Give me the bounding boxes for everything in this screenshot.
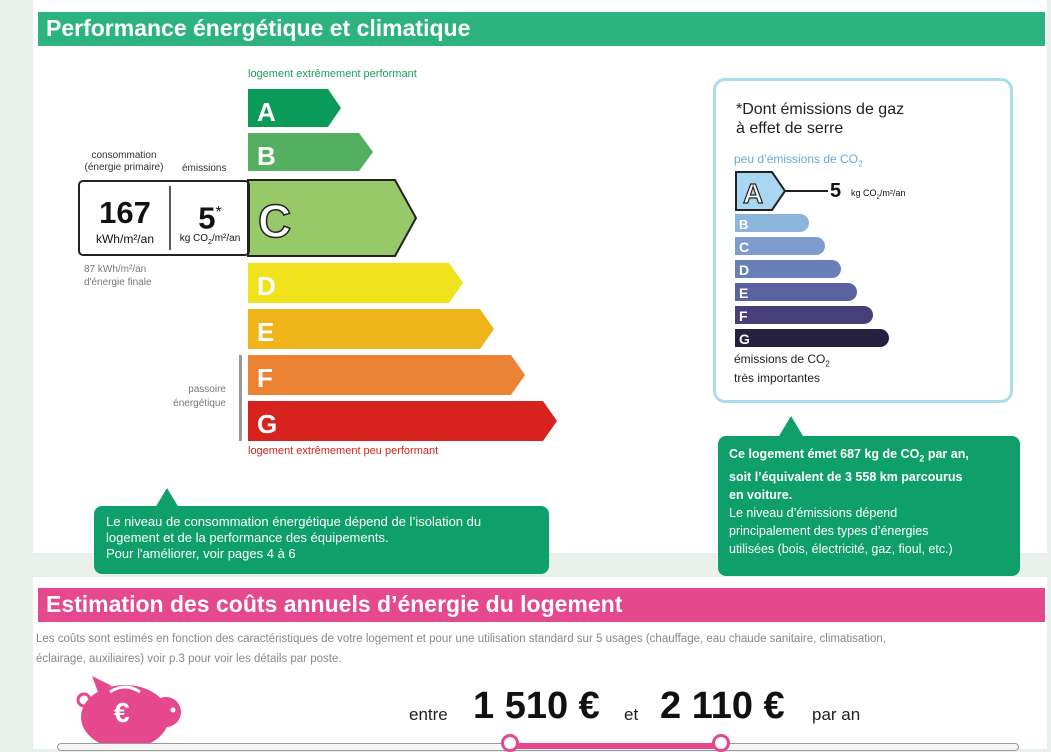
co2-callout-line3: en voiture. <box>729 487 793 502</box>
co2-class-a <box>736 172 828 210</box>
emissions-value <box>172 196 248 235</box>
co2-high-label-sub: 2 <box>825 359 830 369</box>
emissions-unit-a: kg CO <box>179 233 209 244</box>
scale-top-label: logement extrêmement performant <box>248 68 417 80</box>
co2-unit <box>851 188 905 201</box>
consumption-unit: kWh/m²/an <box>95 232 154 246</box>
co2-callout-line4: Le niveau d’émissions dépend <box>729 505 898 520</box>
co2-class-a-letter: A <box>743 178 764 209</box>
co2-class-e <box>735 283 857 301</box>
passoire-line1: passoire <box>188 384 226 395</box>
energy-class-e <box>248 309 494 349</box>
energy-class-g <box>248 401 557 441</box>
co2-info-callout <box>718 436 1020 576</box>
energy-class-d-letter: D <box>257 271 276 301</box>
energy-class-a-letter: A <box>257 97 276 127</box>
passoire-label <box>150 383 226 411</box>
scale-bottom-label: logement extrêmement peu performant <box>248 445 439 457</box>
co2-callout-line1a: Ce logement émet 687 kg de CO <box>729 447 920 461</box>
energy-scale <box>0 0 600 460</box>
co2-callout-line2: soit l’équivalent de 3 558 km parcourus <box>729 469 963 484</box>
co2-class-e-letter: E <box>739 285 749 301</box>
co2-class-d <box>735 260 841 278</box>
co2-class-g <box>735 329 889 347</box>
emissions-unit <box>172 233 248 246</box>
co2-low-label <box>734 152 863 168</box>
energy-callout-line2: logement et de la performance des équipements. <box>106 530 389 545</box>
energy-class-c-letter: C <box>258 195 292 247</box>
cost-range-fill <box>511 743 721 749</box>
emissions-star: * <box>215 204 222 221</box>
energy-class-d <box>248 263 463 303</box>
co2-callout-line1b: par an, <box>924 447 969 461</box>
costs-between: entre <box>409 705 448 724</box>
costs-max: 2 110 € <box>660 685 785 727</box>
emissions-unit-b: /m²/an <box>211 233 241 244</box>
energy-class-b <box>248 133 373 171</box>
final-energy-line2: d'énergie finale <box>84 277 152 288</box>
energy-class-e-letter: E <box>257 317 275 347</box>
co2-high-label-line1: émissions de CO <box>734 352 826 366</box>
energy-class-b-letter: B <box>257 141 276 171</box>
co2-low-label-sub: 2 <box>858 159 863 169</box>
co2-unit-a: kg CO <box>851 188 877 198</box>
consumption-label-line1: consommation <box>91 150 157 161</box>
energy-callout-line1: Le niveau de consommation énergétique dépend de l’isolation du <box>106 514 482 529</box>
energy-class-c <box>248 180 416 256</box>
co2-callout-line1sub: 2 <box>919 453 925 464</box>
final-energy-line1: 87 kWh/m²/an <box>84 264 147 275</box>
cost-range-max-marker <box>712 734 730 752</box>
costs-per-year: par an <box>812 705 861 724</box>
piggy-euro-symbol: € <box>114 697 130 728</box>
costs-description-line1: Les coûts sont estimés en fonction des caractéristiques de votre logement et pour une utilisation standard sur 5 usages (chauffage, eau chaude sanitaire, climatisation, <box>36 633 887 645</box>
cost-range-min-marker <box>501 734 519 752</box>
co2-class-b-letter: B <box>739 217 749 232</box>
energy-class-a <box>248 89 341 127</box>
co2-class-c <box>735 237 825 255</box>
consumption-label-line2: (énergie primaire) <box>84 162 164 173</box>
energy-class-f <box>248 355 525 395</box>
section-title-performance: Performance énergétique et climatique <box>38 12 1045 46</box>
co2-heading-line2: à effet de serre <box>736 120 844 137</box>
costs-description <box>36 629 1048 669</box>
emissions-number: 5 <box>198 200 216 236</box>
co2-value: 5 <box>830 180 842 202</box>
emissions-unit-sub: 2 <box>208 239 212 246</box>
emissions-label: émissions <box>182 163 227 174</box>
costs-and: et <box>624 705 639 724</box>
consumption-value: 167 <box>99 195 151 230</box>
co2-heading-line1: *Dont émissions de gaz <box>736 101 905 118</box>
energy-class-g-letter: G <box>257 409 278 439</box>
co2-unit-sub: 2 <box>876 194 880 201</box>
co2-low-label-text: peu d’émissions de CO <box>734 152 859 166</box>
co2-callout-line6: utilisées (bois, électricité, gaz, fioul, etc.) <box>729 541 953 556</box>
co2-callout-line1 <box>729 445 1009 468</box>
co2-class-b <box>735 214 809 232</box>
energy-callout-line3: Pour l'améliorer, voir pages 4 à 6 <box>106 546 296 561</box>
co2-class-g-letter: G <box>739 331 750 347</box>
costs-description-line2: éclairage, auxiliaires) voir p.3 pour voir les détails par poste. <box>36 653 342 665</box>
co2-high-label-line2: très importantes <box>734 371 821 386</box>
passoire-bracket <box>239 355 242 441</box>
passoire-line2: énergétique <box>173 398 226 409</box>
co2-unit-b: /m²/an <box>879 188 906 198</box>
final-energy <box>84 263 152 289</box>
co2-heading <box>736 100 904 138</box>
co2-class-d-letter: D <box>739 262 750 278</box>
co2-class-f <box>735 306 873 324</box>
co2-callout-line5: principalement des types d’énergies <box>729 523 929 538</box>
costs-min: 1 510 € <box>473 685 600 727</box>
co2-high-label <box>734 352 830 386</box>
section-title-costs: Estimation des coûts annuels d’énergie du logement <box>38 588 1045 622</box>
energy-info-callout <box>94 506 549 574</box>
co2-class-c-letter: C <box>739 239 750 255</box>
energy-class-f-letter: F <box>257 363 273 393</box>
callout-pointer-left <box>155 488 179 508</box>
consumption-label <box>80 150 168 174</box>
co2-class-f-letter: F <box>739 308 748 324</box>
callout-pointer-right <box>779 416 803 436</box>
